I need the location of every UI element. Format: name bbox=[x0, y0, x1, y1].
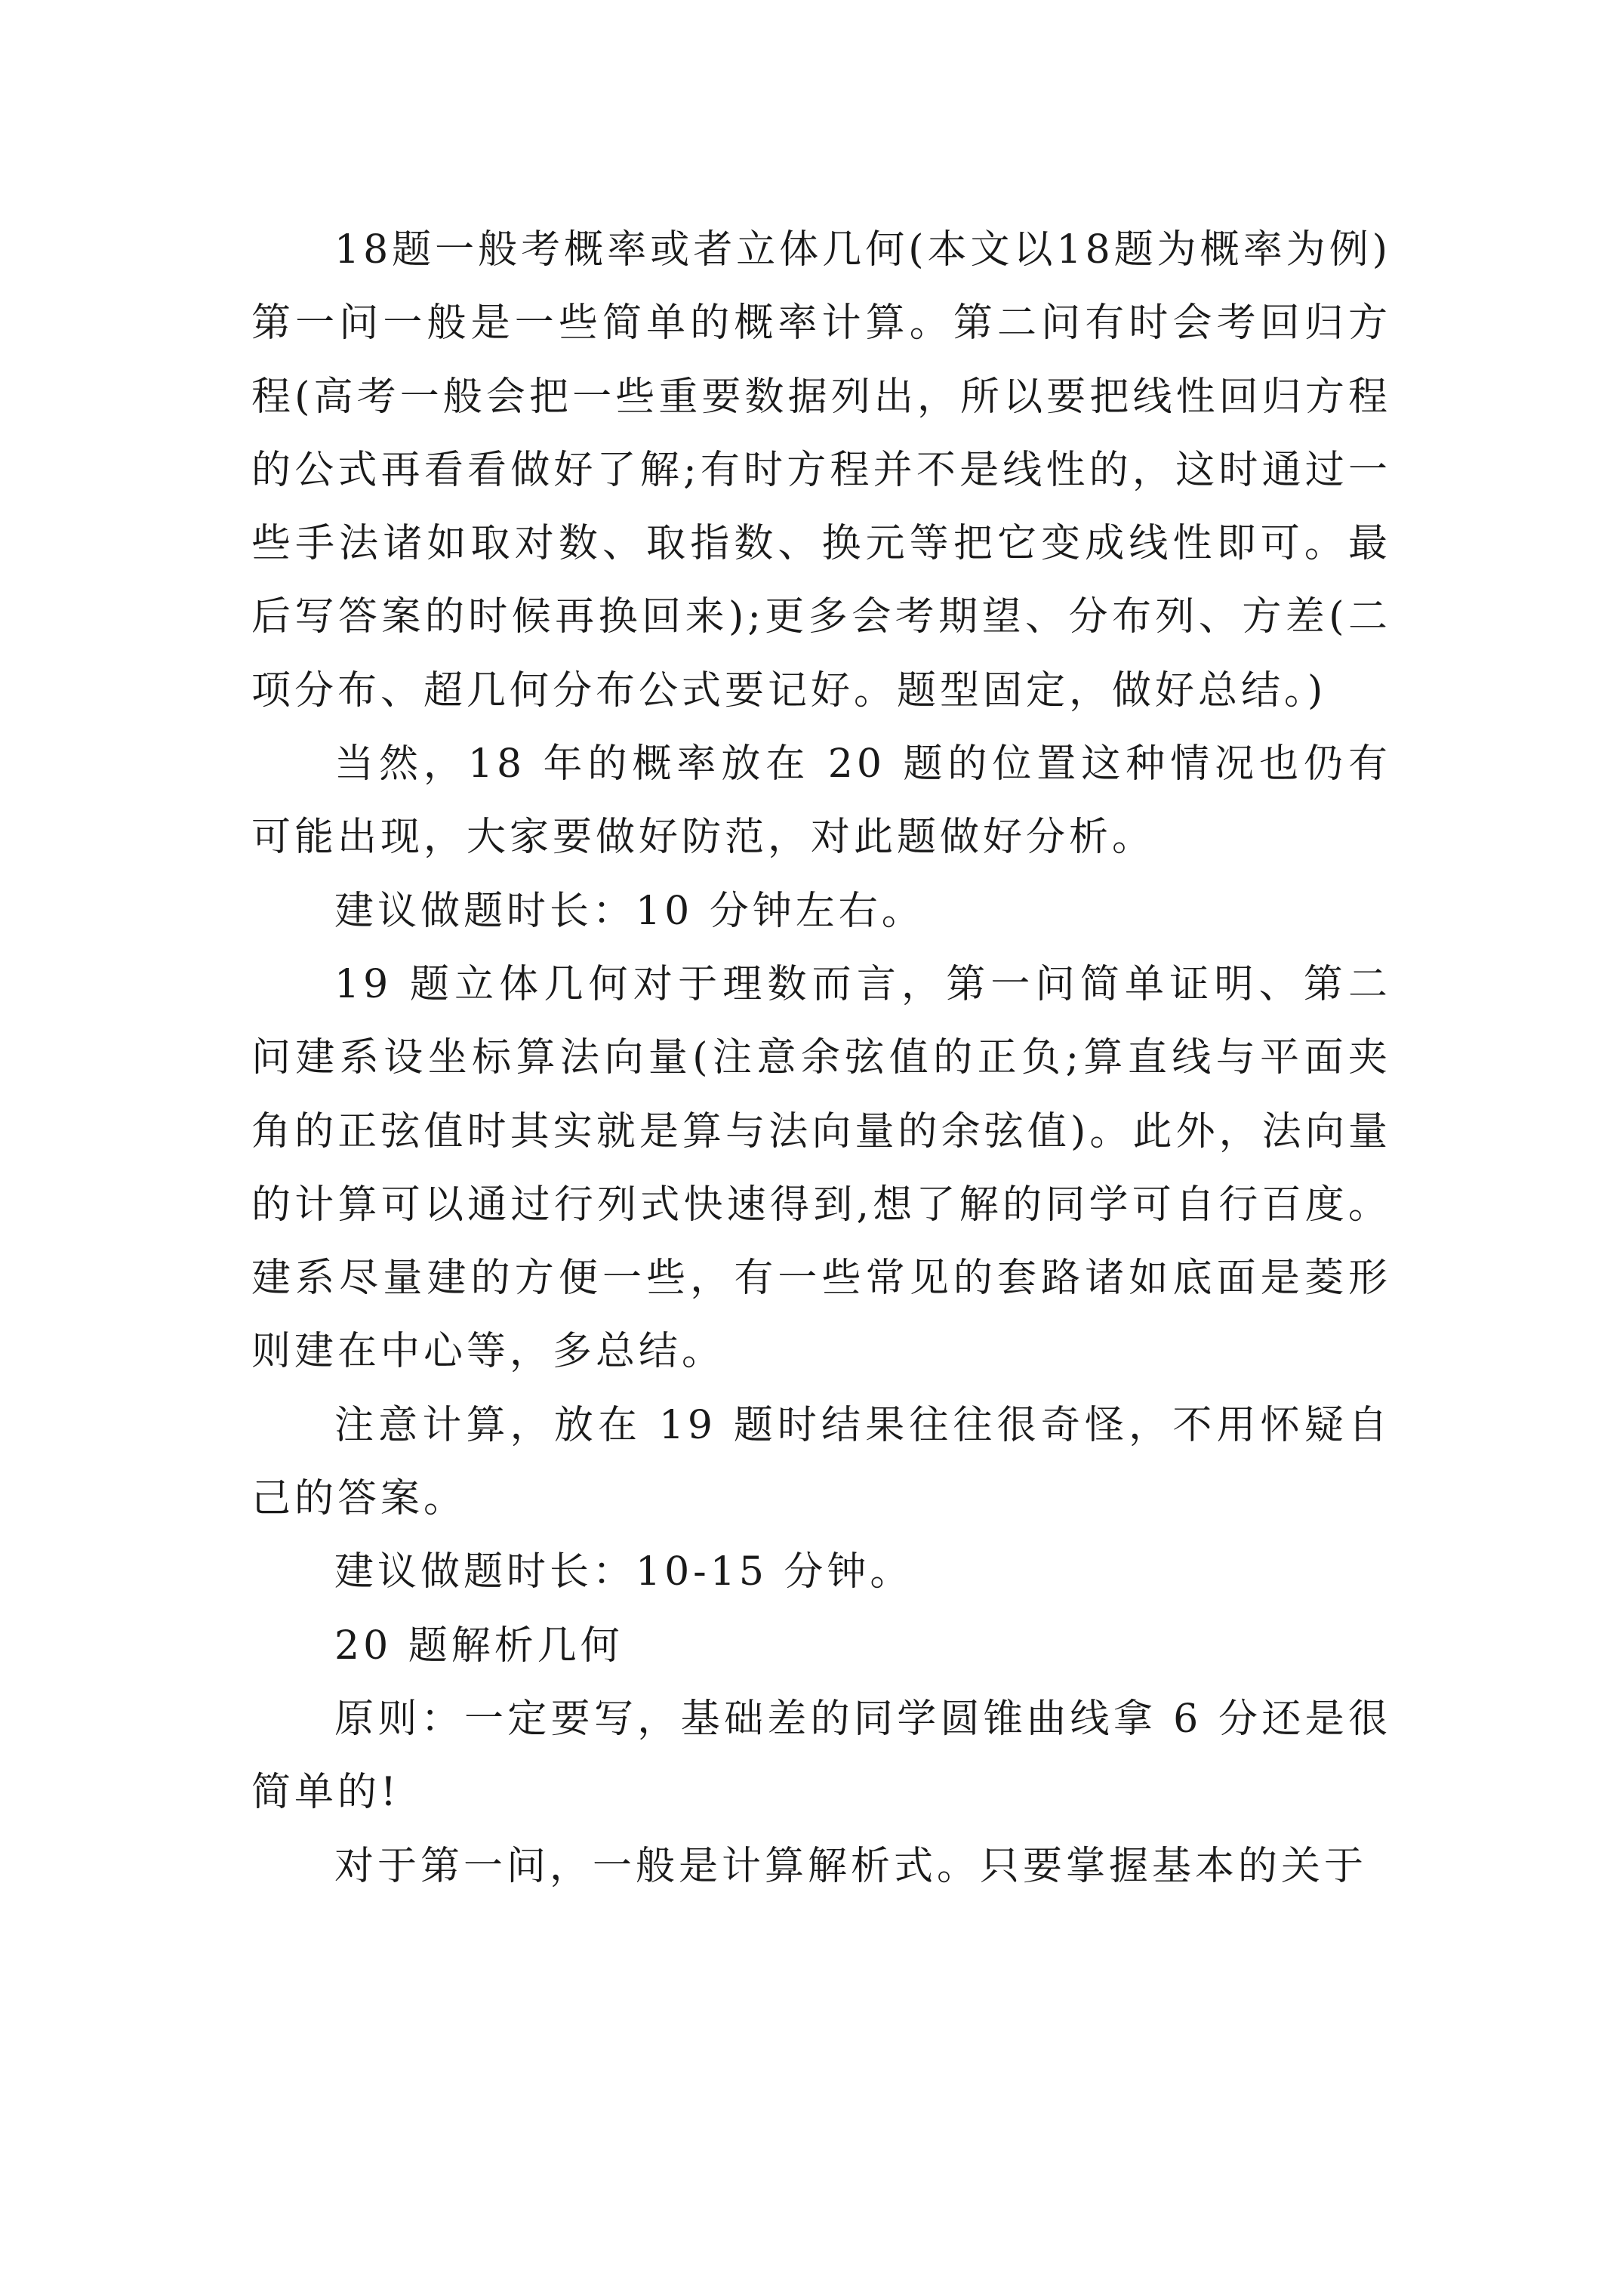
paragraph-q18-note: 当然，18 年的概率放在 20 题的位置这种情况也仍有可能出现，大家要做好防范，对此题做好分析。 bbox=[251, 741, 1391, 861]
paragraph-q20-first-part: 对于第一问，一般是计算解析式。只要掌握基本的关于 bbox=[334, 1843, 1368, 1889]
paragraph-q18-time: 建议做题时长：10 分钟左右。 bbox=[334, 888, 925, 934]
paragraph-q18-probability: 18题一般考概率或者立体几何(本文以18题为概率为例)第一问一般是一些简单的概率计算。第二问有时会考回归方程(高考一般会把一些重要数据列出，所以要把线性回归方程的公式再看看做好了解;有时方程并不是线性的，这时通过一些手法诸如取对数、取指数、换元等把它变成线性即可。最后写答案的时候再换回来);更多会考期望、分布列、方差(二项分布、超几何分布公式要记好。题型固定，做好总结。) bbox=[251, 227, 1391, 713]
paragraph-q19-time: 建议做题时长：10-15 分钟。 bbox=[334, 1549, 913, 1595]
paragraph-q19-note: 注意计算，放在 19 题时结果往往很奇怪，不用怀疑自己的答案。 bbox=[251, 1402, 1391, 1522]
document-body bbox=[251, 214, 1391, 1903]
paragraph-q20-principle: 原则：一定要写，基础差的同学圆锥曲线拿 6 分还是很简单的! bbox=[251, 1696, 1391, 1816]
paragraph-q20-heading: 20 题解析几何 bbox=[334, 1623, 624, 1669]
paragraph-q19-solid-geometry: 19 题立体几何对于理数而言，第一问简单证明、第二问建系设坐标算法向量(注意余弦值的正负;算直线与平面夹角的正弦值时其实就是算与法向量的余弦值)。此外，法向量的计算可以通过行列式快速得到,想了解的同学可自行百度。建系尽量建的方便一些，有一些常见的套路诸如底面是菱形则建在中心等，多总结。 bbox=[251, 961, 1391, 1375]
